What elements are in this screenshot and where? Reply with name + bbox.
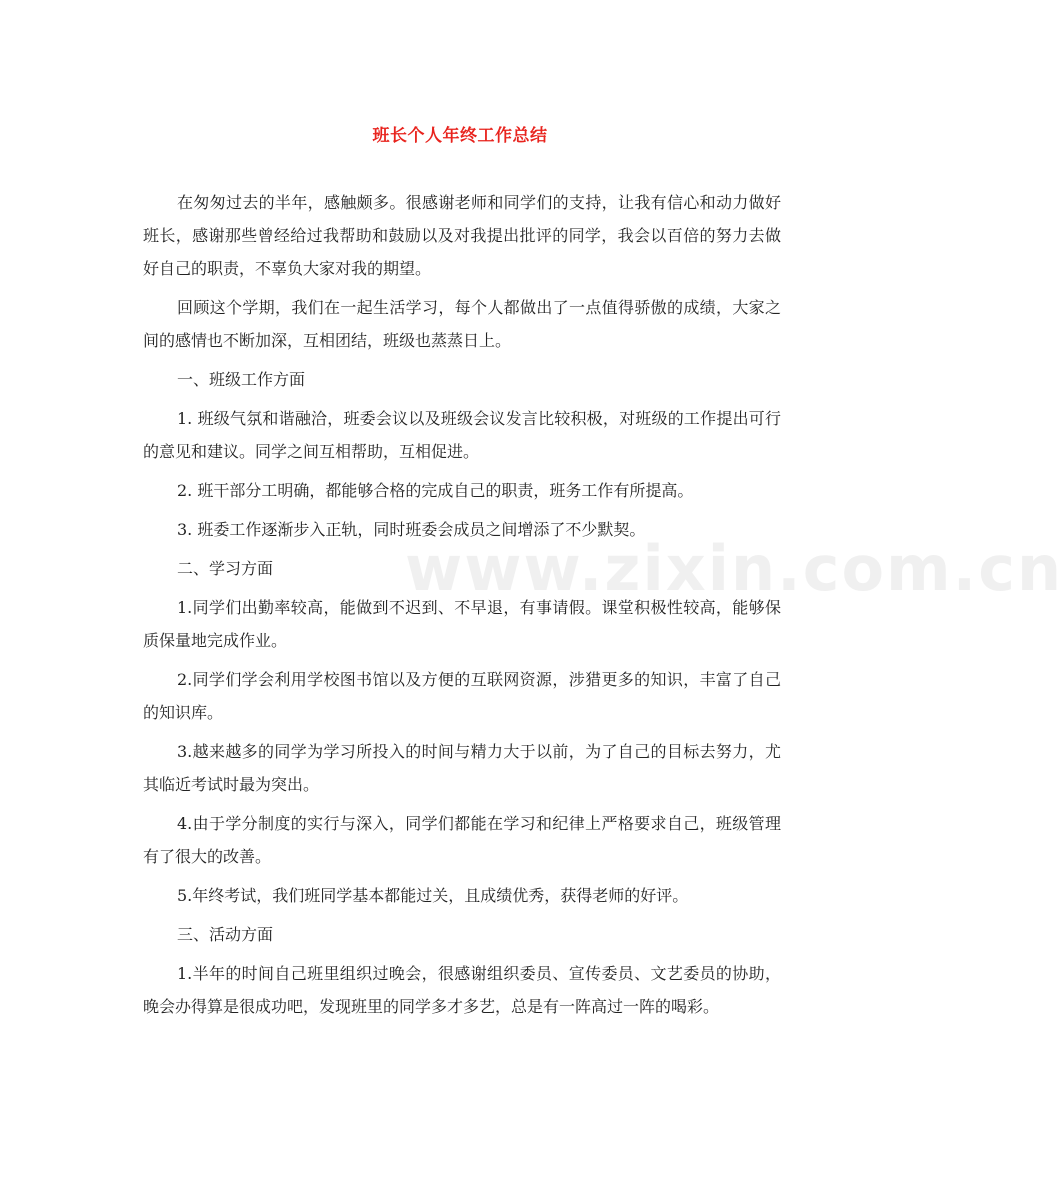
paragraph: 4.由于学分制度的实行与深入，同学们都能在学习和纪律上严格要求自己，班级管理有了很大的改善。 <box>143 814 781 866</box>
paragraph: 3.越来越多的同学为学习所投入的时间与精力大于以前，为了自己的目标去努力，尤其临近考试时最为突出。 <box>143 742 781 794</box>
paragraph: 5.年终考试，我们班同学基本都能过关，且成绩优秀，获得老师的好评。 <box>177 886 689 905</box>
section-heading: 三、活动方面 <box>177 925 274 944</box>
document-title: 班长个人年终工作总结 <box>372 126 548 146</box>
section-heading: 二、学习方面 <box>177 559 274 578</box>
paragraph: 回顾这个学期，我们在一起生活学习，每个人都做出了一点值得骄傲的成绩，大家之间的感情也不断加深，互相团结，班级也蒸蒸日上。 <box>143 298 781 350</box>
paragraph: 2.同学们学会利用学校图书馆以及方便的互联网资源，涉猎更多的知识，丰富了自己的知识库。 <box>143 670 781 722</box>
paragraph: 3. 班委工作逐渐步入正轨，同时班委会成员之间增添了不少默契。 <box>177 520 646 539</box>
paragraph: 2. 班干部分工明确，都能够合格的完成自己的职责，班务工作有所提高。 <box>177 481 694 500</box>
paragraph: 在匆匆过去的半年，感触颇多。很感谢老师和同学们的支持，让我有信心和动力做好班长，感谢那些曾经给过我帮助和鼓励以及对我提出批评的同学，我会以百倍的努力去做好自己的职责，不辜负大家对我的期望。 <box>143 193 781 278</box>
document-body <box>143 186 781 1029</box>
section-heading: 一、班级工作方面 <box>177 370 306 389</box>
paragraph: 1.半年的时间自己班里组织过晚会，很感谢组织委员、宣传委员、文艺委员的协助，晚会办得算是很成功吧，发现班里的同学多才多艺，总是有一阵高过一阵的喝彩。 <box>143 964 781 1016</box>
paragraph: 1. 班级气氛和谐融洽，班委会议以及班级会议发言比较积极，对班级的工作提出可行的意见和建议。同学之间互相帮助，互相促进。 <box>143 409 781 461</box>
watermark: www.zixin.com.cn <box>405 532 1063 605</box>
paragraph: 1.同学们出勤率较高，能做到不迟到、不早退，有事请假。课堂积极性较高，能够保质保量地完成作业。 <box>143 598 781 650</box>
